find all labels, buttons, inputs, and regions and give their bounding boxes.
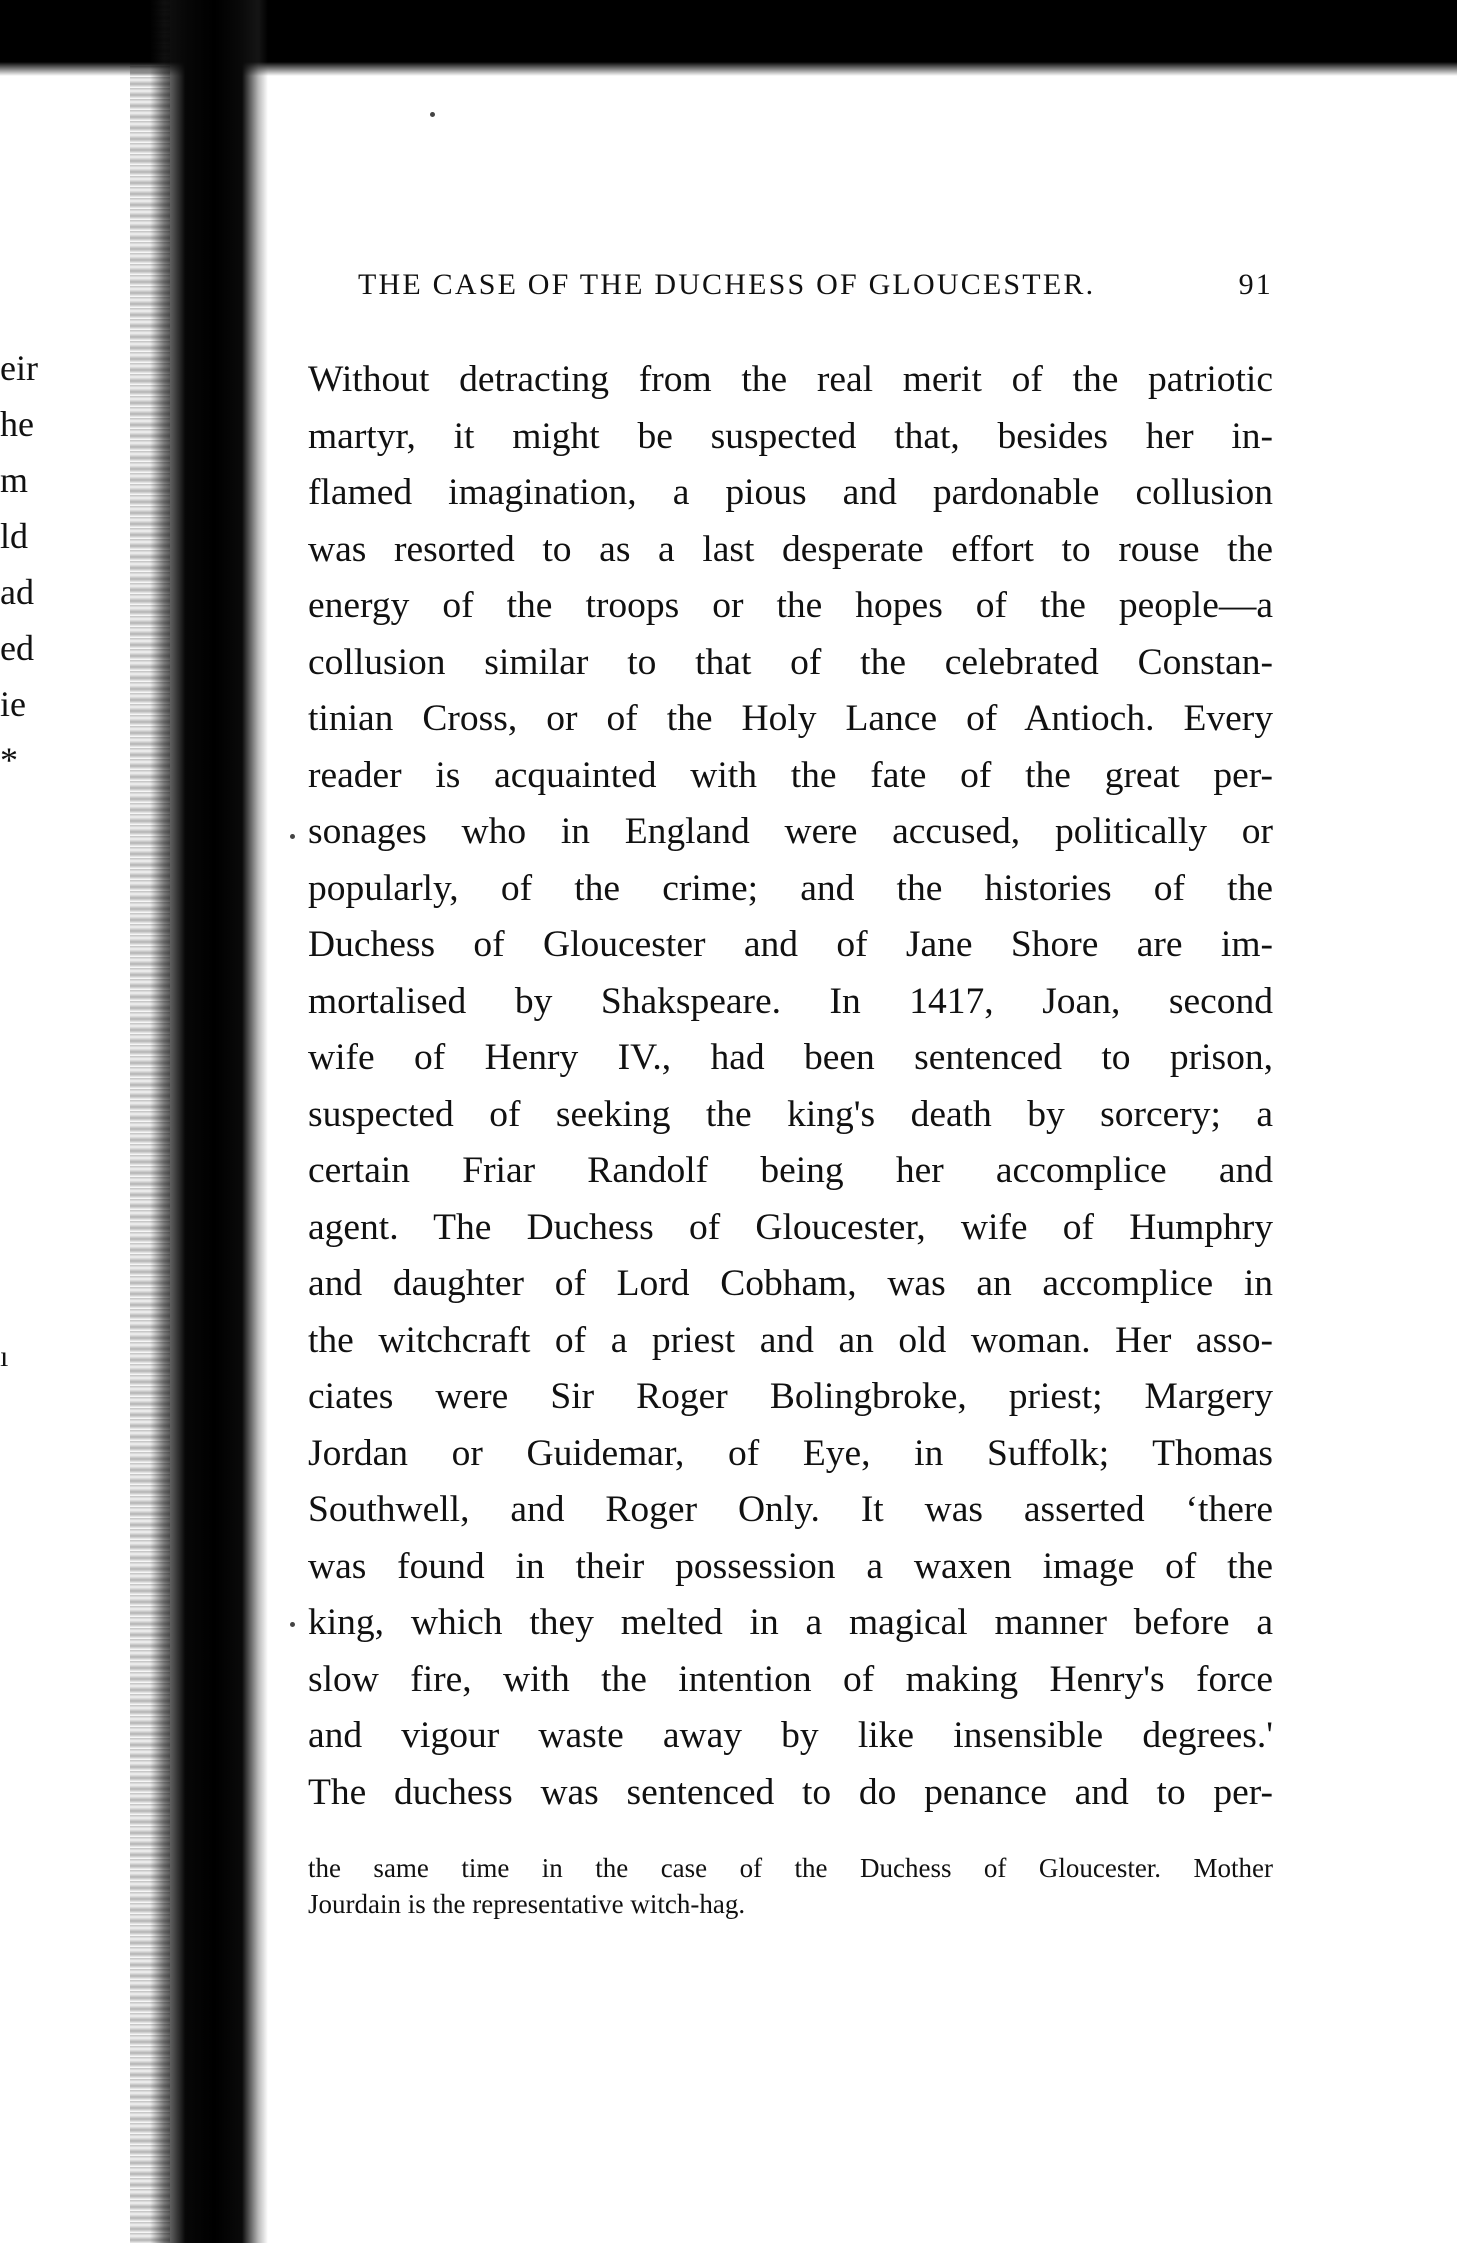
footnote bbox=[308, 1850, 1273, 1922]
footnote-line: the same time in the case of the Duchess of Gloucester. Mother bbox=[308, 1853, 1273, 1883]
text-line: Without detracting from the real merit of the patriotic bbox=[308, 359, 1273, 400]
text-line: was resorted to as a last desperate effort to rouse the bbox=[308, 528, 1273, 570]
facing-fragment-lone: ı bbox=[0, 1340, 9, 1373]
facing-fragment: * bbox=[0, 740, 18, 780]
text-line: the witchcraft of a priest and an old woman. Her asso- bbox=[308, 1319, 1273, 1361]
margin-dot bbox=[290, 834, 295, 839]
body-text bbox=[308, 352, 1273, 1821]
text-line: suspected of seeking the king's death by sorcery; a bbox=[308, 1093, 1273, 1135]
running-head-title: THE CASE OF THE DUCHESS OF GLOUCESTER. bbox=[358, 268, 1096, 301]
running-head bbox=[358, 268, 1273, 302]
text-line: sonages who in England were accused, politically or bbox=[308, 811, 1273, 852]
facing-fragment: m bbox=[0, 460, 29, 500]
text-line: Jordan or Guidemar, of Eye, in Suffolk; Thomas bbox=[308, 1432, 1273, 1474]
text-line: king, which they melted in a magical manner before a bbox=[308, 1602, 1273, 1643]
text-line: ciates were Sir Roger Bolingbroke, priest; Margery bbox=[308, 1376, 1273, 1417]
text-line: tinian Cross, or of the Holy Lance of Antioch. Every bbox=[308, 698, 1273, 739]
text-line: flamed imagination, a pious and pardonable collusion bbox=[308, 472, 1273, 513]
speck-mark bbox=[430, 112, 435, 117]
footnote-line: Jourdain is the representative witch-hag. bbox=[308, 1889, 746, 1919]
text-line: mortalised by Shakspeare. In 1417, Joan, second bbox=[308, 980, 1273, 1022]
facing-fragment: he bbox=[0, 404, 34, 444]
text-line: energy of the troops or the hopes of the people—a bbox=[308, 585, 1273, 626]
margin-dot bbox=[290, 1622, 295, 1627]
facing-fragment: ed bbox=[0, 628, 34, 668]
text-line: Southwell, and Roger Only. It was asserted ‘there bbox=[308, 1489, 1273, 1530]
gutter-texture bbox=[130, 0, 170, 2243]
facing-fragment: ie bbox=[0, 684, 26, 724]
page-number: 91 bbox=[1238, 268, 1273, 301]
text-line: popularly, of the crime; and the histories of the bbox=[308, 867, 1273, 909]
text-line: agent. The Duchess of Gloucester, wife of Humphry bbox=[308, 1206, 1273, 1248]
text-line: The duchess was sentenced to do penance and to per- bbox=[308, 1771, 1273, 1813]
text-line: certain Friar Randolf being her accomplice and bbox=[308, 1150, 1273, 1191]
facing-fragment: ld bbox=[0, 516, 29, 556]
text-line: collusion similar to that of the celebrated Constan- bbox=[308, 641, 1273, 683]
text-line: was found in their possession a waxen image of the bbox=[308, 1545, 1273, 1587]
facing-fragment: eir bbox=[0, 348, 38, 388]
text-line: slow fire, with the intention of making Henry's force bbox=[308, 1658, 1273, 1700]
facing-page-fragments bbox=[0, 340, 60, 788]
text-line: reader is acquainted with the fate of the great per- bbox=[308, 754, 1273, 796]
text-line: and vigour waste away by like insensible degrees.' bbox=[308, 1715, 1273, 1756]
text-line: wife of Henry IV., had been sentenced to prison, bbox=[308, 1037, 1273, 1078]
text-line: martyr, it might be suspected that, besides her in- bbox=[308, 415, 1273, 457]
text-line: Duchess of Gloucester and of Jane Shore are im- bbox=[308, 924, 1273, 965]
facing-fragment: ad bbox=[0, 572, 34, 612]
text-line: and daughter of Lord Cobham, was an accomplice in bbox=[308, 1263, 1273, 1304]
